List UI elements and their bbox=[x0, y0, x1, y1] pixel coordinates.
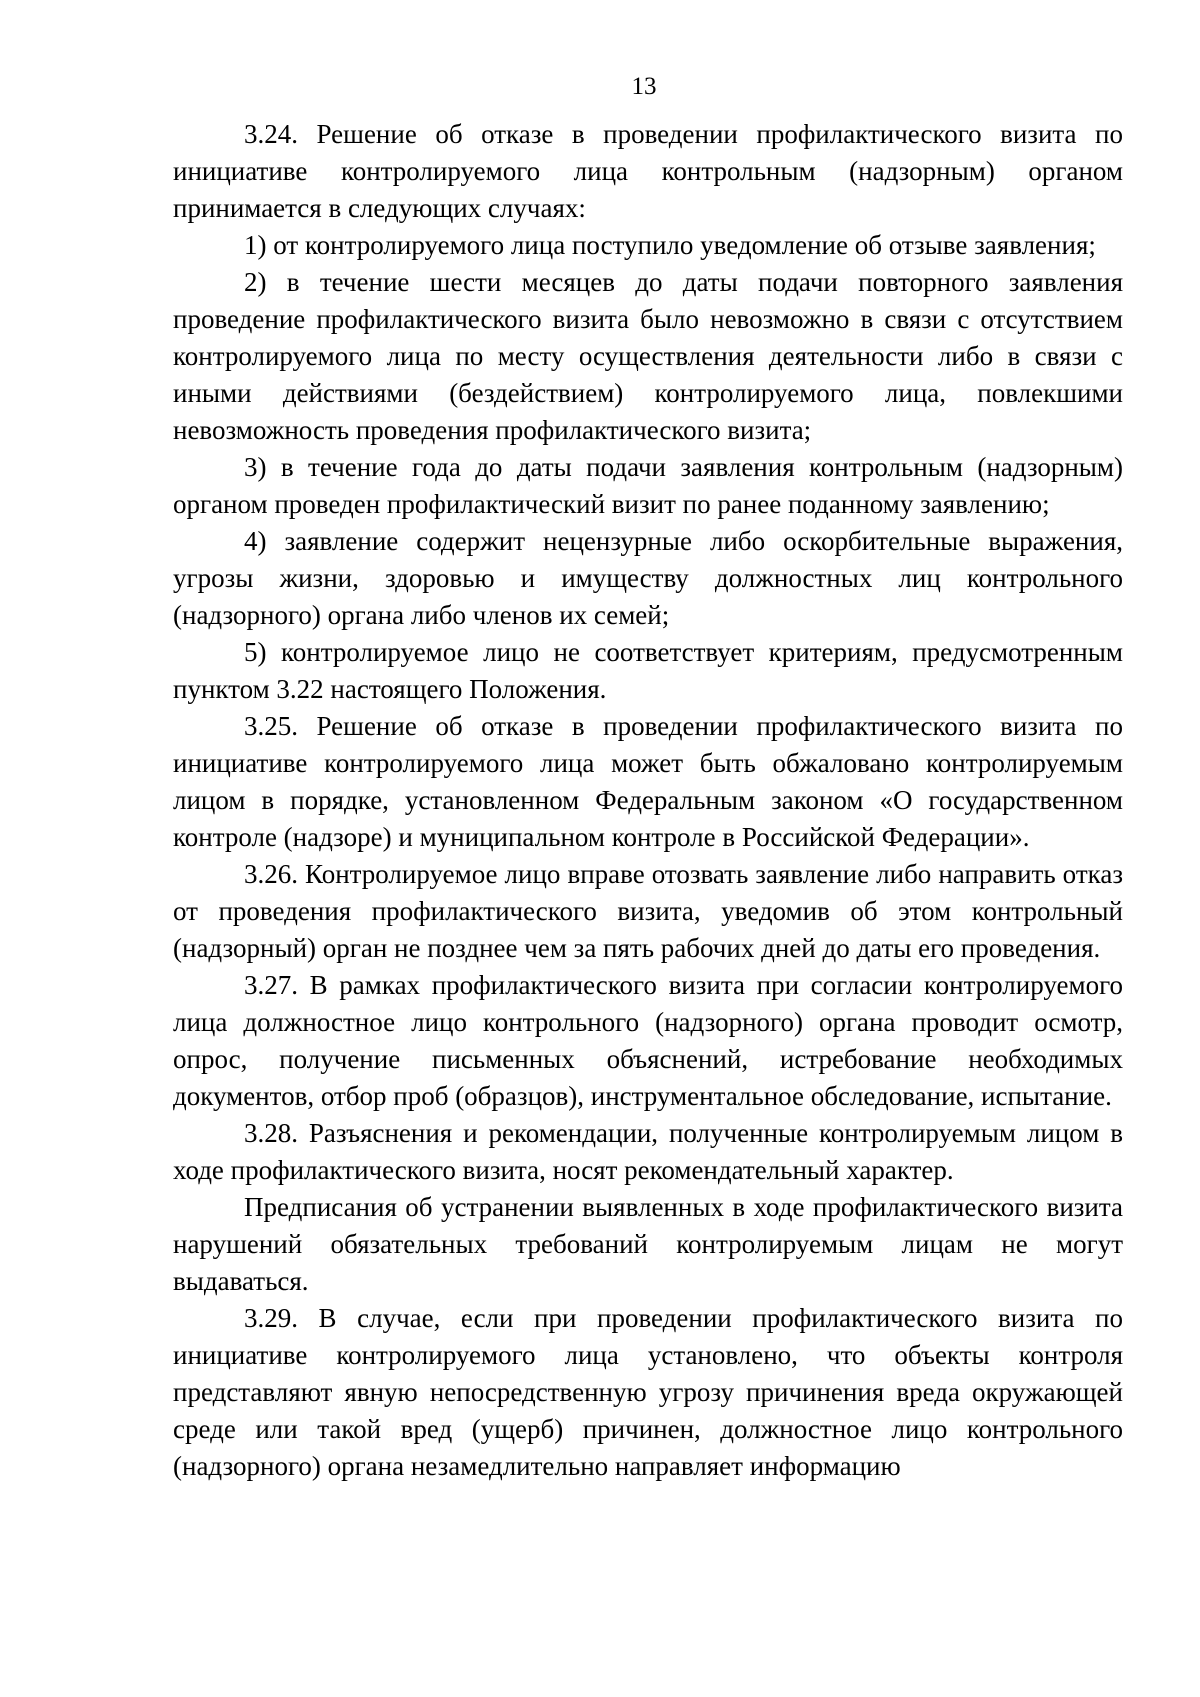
page-number: 13 bbox=[631, 73, 657, 100]
paragraph-3-29: 3.29. В случае, если при проведении профилактического визита по инициативе контролируемого лица установлено, что объекты контроля представляют явную непосредственную угрозу причинения вреда окружающей среде или такой вред (ущерб) причинен, должностное лицо контрольного (надзорного) органа незамедлительно направляет информацию bbox=[173, 1303, 1123, 1481]
list-item-4: 4) заявление содержит нецензурные либо оскорбительные выражения, угрозы жизни, здоровью и имуществу должностных лиц контрольного (надзорного) органа либо членов их семей; bbox=[173, 526, 1123, 630]
paragraph-3-26: 3.26. Контролируемое лицо вправе отозвать заявление либо направить отказ от проведения профилактического визита, уведомив об этом контрольный (надзорный) орган не позднее чем за пять рабочих дней до даты его проведения. bbox=[173, 859, 1123, 963]
list-item-1: 1) от контролируемого лица поступило уведомление об отзыве заявления; bbox=[244, 230, 1096, 260]
document-body bbox=[173, 116, 1123, 1485]
paragraph-3-27: 3.27. В рамках профилактического визита при согласии контролируемого лица должностное лицо контрольного (надзорного) органа проводит осмотр, опрос, получение письменных объяснений, истребование необходимых документов, отбор проб (образцов), инструментальное обследование, испытание. bbox=[173, 970, 1123, 1111]
list-item-5: 5) контролируемое лицо не соответствует критериям, предусмотренным пунктом 3.22 настоящего Положения. bbox=[173, 637, 1123, 704]
paragraph-3-24: 3.24. Решение об отказе в проведении профилактического визита по инициативе контролируемого лица контрольным (надзорным) органом принимается в следующих случаях: bbox=[173, 119, 1123, 223]
list-item-2: 2) в течение шести месяцев до даты подачи повторного заявления проведение профилактического визита было невозможно в связи с отсутствием контролируемого лица по месту осуществления деятельности либо в связи с иными действиями (бездействием) контролируемого лица, повлекшими невозможность проведения профилактического визита; bbox=[173, 267, 1123, 445]
list-item-3: 3) в течение года до даты подачи заявления контрольным (надзорным) органом проведен профилактический визит по ранее поданному заявлению; bbox=[173, 452, 1123, 519]
paragraph-3-25: 3.25. Решение об отказе в проведении профилактического визита по инициативе контролируемого лица может быть обжаловано контролируемым лицом в порядке, установленном Федеральным законом «О государственном контроле (надзоре) и муниципальном контроле в Российской Федерации». bbox=[173, 711, 1123, 852]
paragraph-3-28: 3.28. Разъяснения и рекомендации, полученные контролируемым лицом в ходе профилактического визита, носят рекомендательный характер. bbox=[173, 1118, 1123, 1185]
paragraph-prescriptions: Предписания об устранении выявленных в ходе профилактического визита нарушений обязательных требований контролируемым лицам не могут выдаваться. bbox=[173, 1192, 1123, 1296]
